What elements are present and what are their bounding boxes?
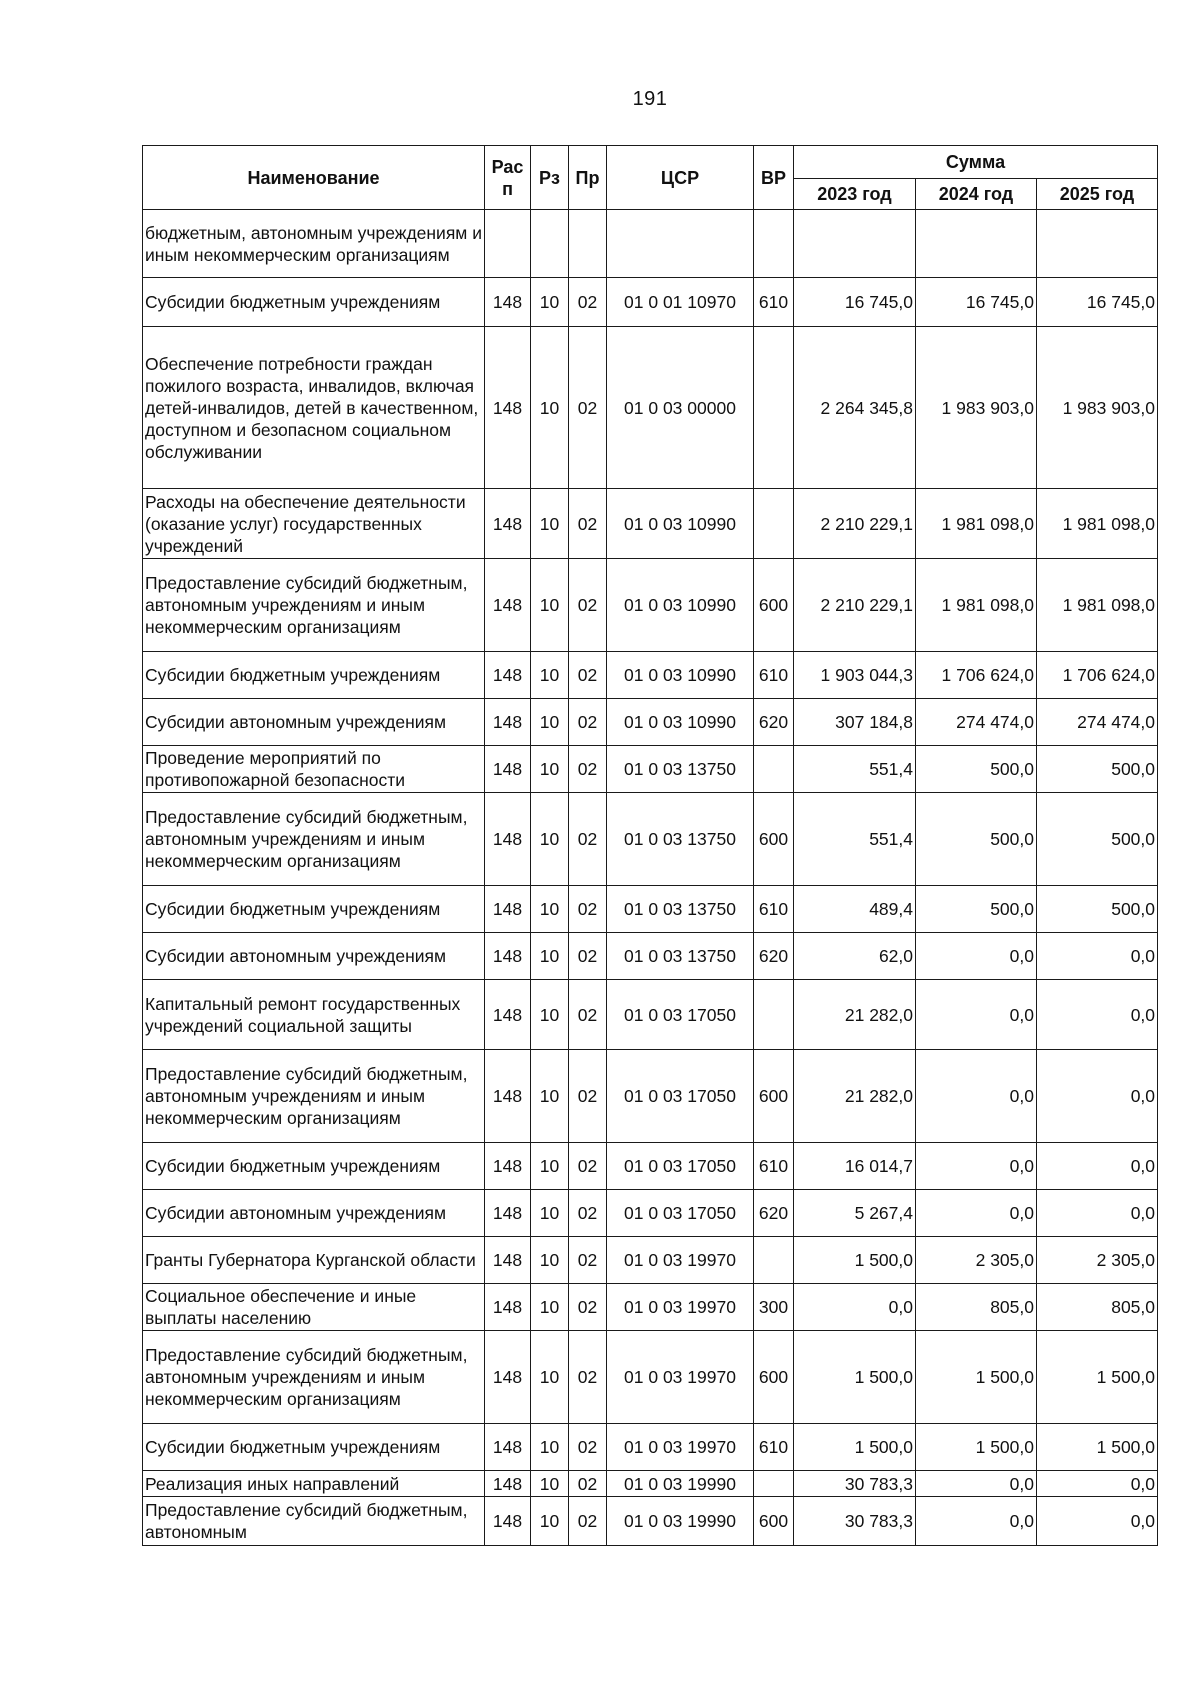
row-vr: 600 (754, 793, 794, 886)
row-pr: 02 (569, 1331, 607, 1424)
row-rasp: 148 (485, 327, 531, 489)
row-pr: 02 (569, 980, 607, 1050)
row-pr: 02 (569, 327, 607, 489)
row-name: Предоставление субсидий бюджетным, автономным (143, 1497, 485, 1546)
row-rasp: 148 (485, 793, 531, 886)
row-rasp: 148 (485, 933, 531, 980)
row-amount-2024: 0,0 (916, 1190, 1037, 1237)
row-amount-2023: 551,4 (794, 746, 916, 793)
row-rasp: 148 (485, 746, 531, 793)
row-vr: 620 (754, 933, 794, 980)
row-name: Субсидии автономным учреждениям (143, 699, 485, 746)
row-rasp: 148 (485, 1237, 531, 1284)
header-vr: ВР (754, 146, 794, 210)
row-amount-2025: 0,0 (1037, 1050, 1158, 1143)
table-row (143, 1424, 1158, 1471)
row-rasp: 148 (485, 652, 531, 699)
row-vr: 600 (754, 559, 794, 652)
row-vr: 600 (754, 1331, 794, 1424)
row-amount-2023: 21 282,0 (794, 1050, 916, 1143)
table-row (143, 210, 1158, 278)
row-amount-2025: 0,0 (1037, 1190, 1158, 1237)
table-header (143, 146, 1158, 210)
row-amount-2023: 2 264 345,8 (794, 327, 916, 489)
row-amount-2025: 805,0 (1037, 1284, 1158, 1331)
row-amount-2025: 1 500,0 (1037, 1331, 1158, 1424)
row-amount-2025: 1 981 098,0 (1037, 489, 1158, 559)
row-pr: 02 (569, 886, 607, 933)
row-amount-2025: 500,0 (1037, 886, 1158, 933)
row-pr: 02 (569, 1471, 607, 1497)
row-rz: 10 (531, 980, 569, 1050)
table-row (143, 1331, 1158, 1424)
table-row (143, 1050, 1158, 1143)
table-row (143, 1143, 1158, 1190)
row-name: Предоставление субсидий бюджетным, автономным учреждениям и иным некоммерческим организациям (143, 1050, 485, 1143)
row-csr: 01 0 03 17050 (607, 980, 754, 1050)
header-pr: Пр (569, 146, 607, 210)
row-amount-2023 (794, 210, 916, 278)
row-vr: 620 (754, 1190, 794, 1237)
row-vr: 300 (754, 1284, 794, 1331)
row-rasp: 148 (485, 559, 531, 652)
row-amount-2025: 0,0 (1037, 1497, 1158, 1546)
row-name: бюджетным, автономным учреждениям и иным некоммерческим организациям (143, 210, 485, 278)
row-csr (607, 210, 754, 278)
row-amount-2023: 551,4 (794, 793, 916, 886)
row-amount-2024: 16 745,0 (916, 278, 1037, 327)
row-rz: 10 (531, 699, 569, 746)
table-row (143, 652, 1158, 699)
row-rz: 10 (531, 1424, 569, 1471)
row-rz: 10 (531, 793, 569, 886)
row-rasp: 148 (485, 278, 531, 327)
row-pr: 02 (569, 1190, 607, 1237)
row-pr: 02 (569, 1050, 607, 1143)
row-rz: 10 (531, 278, 569, 327)
row-amount-2024: 500,0 (916, 886, 1037, 933)
row-vr (754, 210, 794, 278)
row-name: Предоставление субсидий бюджетным, автономным учреждениям и иным некоммерческим организациям (143, 793, 485, 886)
row-rz: 10 (531, 1331, 569, 1424)
row-amount-2025: 0,0 (1037, 980, 1158, 1050)
row-amount-2024: 2 305,0 (916, 1237, 1037, 1284)
row-name: Реализация иных направлений (143, 1471, 485, 1497)
row-vr: 610 (754, 886, 794, 933)
row-rasp: 148 (485, 1331, 531, 1424)
header-2025: 2025 год (1037, 179, 1158, 210)
row-pr: 02 (569, 1497, 607, 1546)
row-csr: 01 0 03 19970 (607, 1331, 754, 1424)
row-amount-2023: 5 267,4 (794, 1190, 916, 1237)
row-name: Субсидии автономным учреждениям (143, 933, 485, 980)
row-amount-2023: 21 282,0 (794, 980, 916, 1050)
row-amount-2024: 1 981 098,0 (916, 559, 1037, 652)
row-rz: 10 (531, 489, 569, 559)
row-amount-2023: 1 500,0 (794, 1424, 916, 1471)
row-amount-2024: 0,0 (916, 1471, 1037, 1497)
row-amount-2023: 30 783,3 (794, 1497, 916, 1546)
row-rasp: 148 (485, 1190, 531, 1237)
row-csr: 01 0 03 19970 (607, 1424, 754, 1471)
row-rz: 10 (531, 1284, 569, 1331)
table-row (143, 980, 1158, 1050)
row-name: Субсидии автономным учреждениям (143, 1190, 485, 1237)
row-name: Капитальный ремонт государственных учреждений социальной защиты (143, 980, 485, 1050)
row-vr (754, 746, 794, 793)
row-rz: 10 (531, 1497, 569, 1546)
row-rasp: 148 (485, 1497, 531, 1546)
row-csr: 01 0 03 19990 (607, 1471, 754, 1497)
row-amount-2024: 274 474,0 (916, 699, 1037, 746)
header-2024: 2024 год (916, 179, 1037, 210)
row-csr: 01 0 03 10990 (607, 699, 754, 746)
row-name: Субсидии бюджетным учреждениям (143, 1424, 485, 1471)
row-name: Предоставление субсидий бюджетным, автономным учреждениям и иным некоммерческим организациям (143, 1331, 485, 1424)
row-rz: 10 (531, 327, 569, 489)
row-csr: 01 0 03 17050 (607, 1190, 754, 1237)
row-rasp: 148 (485, 489, 531, 559)
header-sum: Сумма (794, 146, 1158, 179)
row-csr: 01 0 03 10990 (607, 559, 754, 652)
table-row (143, 793, 1158, 886)
row-name: Обеспечение потребности граждан пожилого возраста, инвалидов, включая детей-инвалидов, детей в качественном, доступном и безопасном социальном обслуживании (143, 327, 485, 489)
row-rasp: 148 (485, 1143, 531, 1190)
row-name: Расходы на обеспечение деятельности (оказание услуг) государственных учреждений (143, 489, 485, 559)
row-vr (754, 489, 794, 559)
row-vr (754, 1237, 794, 1284)
row-rasp: 148 (485, 1050, 531, 1143)
row-vr: 620 (754, 699, 794, 746)
table-row (143, 1471, 1158, 1497)
header-rasp: Рас п (485, 146, 531, 210)
row-amount-2023: 30 783,3 (794, 1471, 916, 1497)
row-pr: 02 (569, 793, 607, 886)
row-csr: 01 0 03 13750 (607, 746, 754, 793)
row-amount-2024: 0,0 (916, 1497, 1037, 1546)
row-name: Предоставление субсидий бюджетным, автономным учреждениям и иным некоммерческим организациям (143, 559, 485, 652)
row-amount-2024: 0,0 (916, 980, 1037, 1050)
row-amount-2024: 0,0 (916, 1050, 1037, 1143)
row-csr: 01 0 03 13750 (607, 933, 754, 980)
row-csr: 01 0 03 17050 (607, 1143, 754, 1190)
table-row (143, 327, 1158, 489)
header-csr: ЦСР (607, 146, 754, 210)
table-row (143, 489, 1158, 559)
row-csr: 01 0 03 13750 (607, 886, 754, 933)
row-pr: 02 (569, 489, 607, 559)
row-vr: 610 (754, 652, 794, 699)
table-row (143, 1497, 1158, 1546)
row-rz: 10 (531, 559, 569, 652)
row-pr (569, 210, 607, 278)
row-rz: 10 (531, 1237, 569, 1284)
row-amount-2023: 16 014,7 (794, 1143, 916, 1190)
table-row (143, 1237, 1158, 1284)
row-amount-2023: 16 745,0 (794, 278, 916, 327)
row-rasp: 148 (485, 980, 531, 1050)
row-amount-2023: 1 903 044,3 (794, 652, 916, 699)
row-csr: 01 0 03 00000 (607, 327, 754, 489)
row-amount-2023: 489,4 (794, 886, 916, 933)
row-rz: 10 (531, 1050, 569, 1143)
row-name: Субсидии бюджетным учреждениям (143, 1143, 485, 1190)
row-amount-2025: 500,0 (1037, 746, 1158, 793)
row-rz (531, 210, 569, 278)
row-pr: 02 (569, 559, 607, 652)
row-amount-2024: 1 706 624,0 (916, 652, 1037, 699)
row-amount-2025: 16 745,0 (1037, 278, 1158, 327)
row-name: Субсидии бюджетным учреждениям (143, 278, 485, 327)
row-rz: 10 (531, 1190, 569, 1237)
row-amount-2025: 0,0 (1037, 1143, 1158, 1190)
row-amount-2024 (916, 210, 1037, 278)
row-amount-2023: 2 210 229,1 (794, 489, 916, 559)
page-number: 191 (632, 88, 668, 110)
row-csr: 01 0 03 19970 (607, 1237, 754, 1284)
table-row (143, 1190, 1158, 1237)
row-amount-2025 (1037, 210, 1158, 278)
row-vr: 610 (754, 1143, 794, 1190)
row-name: Социальное обеспечение и иные выплаты населению (143, 1284, 485, 1331)
row-vr (754, 980, 794, 1050)
table-row (143, 746, 1158, 793)
table-body (143, 210, 1158, 1546)
row-csr: 01 0 03 13750 (607, 793, 754, 886)
row-pr: 02 (569, 1424, 607, 1471)
row-amount-2025: 0,0 (1037, 933, 1158, 980)
row-name: Гранты Губернатора Курганской области (143, 1237, 485, 1284)
table-row (143, 278, 1158, 327)
row-amount-2024: 805,0 (916, 1284, 1037, 1331)
row-csr: 01 0 01 10970 (607, 278, 754, 327)
row-vr: 600 (754, 1497, 794, 1546)
row-amount-2024: 1 500,0 (916, 1424, 1037, 1471)
row-name: Субсидии бюджетным учреждениям (143, 886, 485, 933)
row-name: Проведение мероприятий по противопожарной безопасности (143, 746, 485, 793)
row-amount-2025: 1 706 624,0 (1037, 652, 1158, 699)
row-amount-2025: 274 474,0 (1037, 699, 1158, 746)
row-rasp: 148 (485, 886, 531, 933)
row-csr: 01 0 03 19990 (607, 1497, 754, 1546)
row-amount-2024: 1 983 903,0 (916, 327, 1037, 489)
row-rz: 10 (531, 746, 569, 793)
row-vr: 610 (754, 1424, 794, 1471)
row-rz: 10 (531, 1143, 569, 1190)
row-csr: 01 0 03 10990 (607, 652, 754, 699)
row-rasp: 148 (485, 1424, 531, 1471)
row-amount-2025: 1 983 903,0 (1037, 327, 1158, 489)
row-csr: 01 0 03 10990 (607, 489, 754, 559)
row-rz: 10 (531, 933, 569, 980)
row-pr: 02 (569, 1143, 607, 1190)
row-rasp (485, 210, 531, 278)
row-amount-2024: 500,0 (916, 793, 1037, 886)
header-2023: 2023 год (794, 179, 916, 210)
row-amount-2024: 1 500,0 (916, 1331, 1037, 1424)
row-amount-2023: 2 210 229,1 (794, 559, 916, 652)
row-amount-2023: 1 500,0 (794, 1237, 916, 1284)
row-rz: 10 (531, 886, 569, 933)
table-row (143, 559, 1158, 652)
row-pr: 02 (569, 1284, 607, 1331)
row-amount-2025: 0,0 (1037, 1471, 1158, 1497)
row-amount-2023: 62,0 (794, 933, 916, 980)
row-name: Субсидии бюджетным учреждениям (143, 652, 485, 699)
row-rz: 10 (531, 652, 569, 699)
row-vr (754, 1471, 794, 1497)
row-amount-2025: 1 981 098,0 (1037, 559, 1158, 652)
row-amount-2023: 1 500,0 (794, 1331, 916, 1424)
row-amount-2024: 1 981 098,0 (916, 489, 1037, 559)
row-pr: 02 (569, 746, 607, 793)
row-amount-2024: 0,0 (916, 933, 1037, 980)
row-amount-2023: 307 184,8 (794, 699, 916, 746)
row-amount-2024: 500,0 (916, 746, 1037, 793)
row-csr: 01 0 03 19970 (607, 1284, 754, 1331)
row-vr: 610 (754, 278, 794, 327)
row-rasp: 148 (485, 1284, 531, 1331)
row-amount-2023: 0,0 (794, 1284, 916, 1331)
row-amount-2025: 500,0 (1037, 793, 1158, 886)
row-vr (754, 327, 794, 489)
row-rasp: 148 (485, 1471, 531, 1497)
row-rz: 10 (531, 1471, 569, 1497)
row-amount-2025: 2 305,0 (1037, 1237, 1158, 1284)
header-rz: Рз (531, 146, 569, 210)
row-amount-2025: 1 500,0 (1037, 1424, 1158, 1471)
row-pr: 02 (569, 1237, 607, 1284)
row-rasp: 148 (485, 699, 531, 746)
table-row (143, 1284, 1158, 1331)
header-name: Наименование (143, 146, 485, 210)
table-row (143, 886, 1158, 933)
row-pr: 02 (569, 933, 607, 980)
table-row (143, 933, 1158, 980)
row-csr: 01 0 03 17050 (607, 1050, 754, 1143)
table-row (143, 699, 1158, 746)
row-pr: 02 (569, 652, 607, 699)
budget-table (142, 145, 1158, 1546)
row-vr: 600 (754, 1050, 794, 1143)
row-pr: 02 (569, 699, 607, 746)
row-amount-2024: 0,0 (916, 1143, 1037, 1190)
row-pr: 02 (569, 278, 607, 327)
